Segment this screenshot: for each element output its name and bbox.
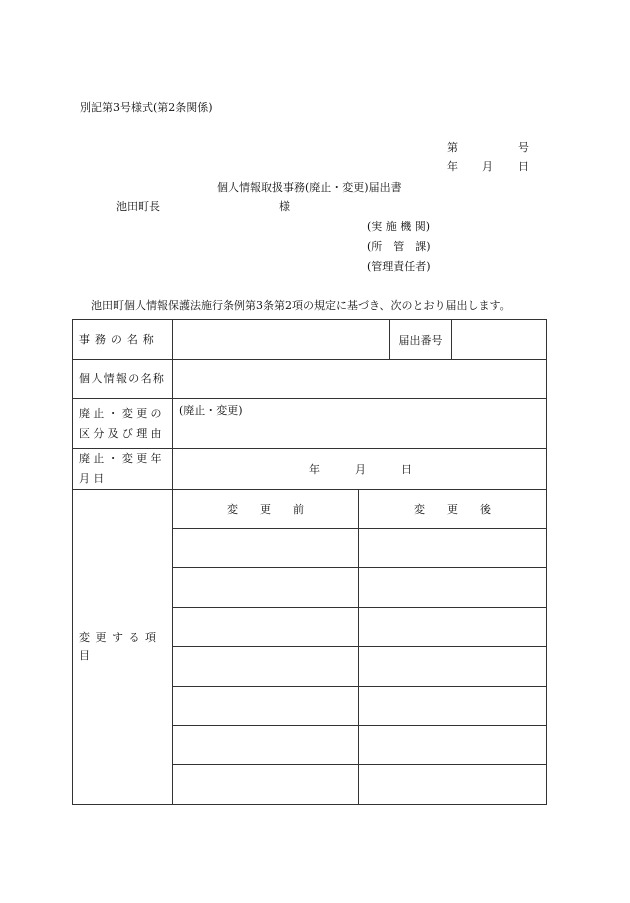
number-dai: 第 [447, 141, 458, 154]
date-label: 廃止・変更年月日 [73, 449, 173, 490]
after-cell[interactable] [359, 529, 547, 568]
notification-no-label: 届出番号 [390, 320, 452, 360]
before-header: 変 更 前 [173, 490, 359, 529]
document-title: 個人情報取扱事務(廃止・変更)届出書 [217, 181, 402, 194]
date-field-day: 日 [401, 463, 412, 476]
notification-form-table [72, 319, 547, 805]
number-go: 号 [518, 141, 529, 154]
row-change-header [73, 490, 547, 529]
row-personal-info [73, 360, 547, 399]
date-year: 年 [447, 160, 458, 173]
before-cell[interactable] [173, 647, 359, 687]
reason-hint: (廃止・変更) [179, 404, 243, 417]
jimu-name-label: 事務の名称 [73, 320, 173, 360]
personal-info-field[interactable] [173, 360, 547, 399]
before-cell[interactable] [173, 726, 359, 765]
personal-info-label: 個人情報の名称 [73, 360, 173, 399]
statement-text: 池田町個人情報保護法施行条例第3条第2項の規定に基づき、次のとおり届出します。 [91, 299, 511, 312]
sender-manager: (管理責任者) [367, 260, 431, 273]
date-field-year: 年 [309, 463, 320, 476]
after-header: 変 更 後 [359, 490, 547, 529]
date-month: 月 [482, 160, 493, 173]
sender-agency: (実 施 機 関) [367, 220, 431, 233]
after-cell[interactable] [359, 687, 547, 726]
after-cell[interactable] [359, 726, 547, 765]
date-field[interactable] [173, 449, 547, 490]
form-reference: 別記第3号様式(第2条関係) [80, 101, 213, 114]
after-cell[interactable] [359, 765, 547, 805]
before-cell[interactable] [173, 568, 359, 608]
before-cell[interactable] [173, 608, 359, 647]
change-items-label: 変更する項目 [73, 490, 173, 805]
recipient-honorific: 様 [279, 200, 290, 213]
before-cell[interactable] [173, 529, 359, 568]
date-field-month: 月 [355, 463, 366, 476]
row-jimu-name [73, 320, 547, 360]
date-day: 日 [518, 160, 529, 173]
reason-label: 廃止・変更の区分及び理由 [73, 399, 173, 449]
jimu-name-field[interactable] [173, 320, 390, 360]
before-cell[interactable] [173, 687, 359, 726]
reason-field[interactable] [173, 399, 547, 449]
notification-no-field[interactable] [452, 320, 547, 360]
after-cell[interactable] [359, 608, 547, 647]
sender-section: (所 管 課) [367, 240, 431, 253]
recipient-name: 池田町長 [116, 200, 160, 213]
row-date [73, 449, 547, 490]
after-cell[interactable] [359, 647, 547, 687]
row-reason [73, 399, 547, 449]
after-cell[interactable] [359, 568, 547, 608]
before-cell[interactable] [173, 765, 359, 805]
